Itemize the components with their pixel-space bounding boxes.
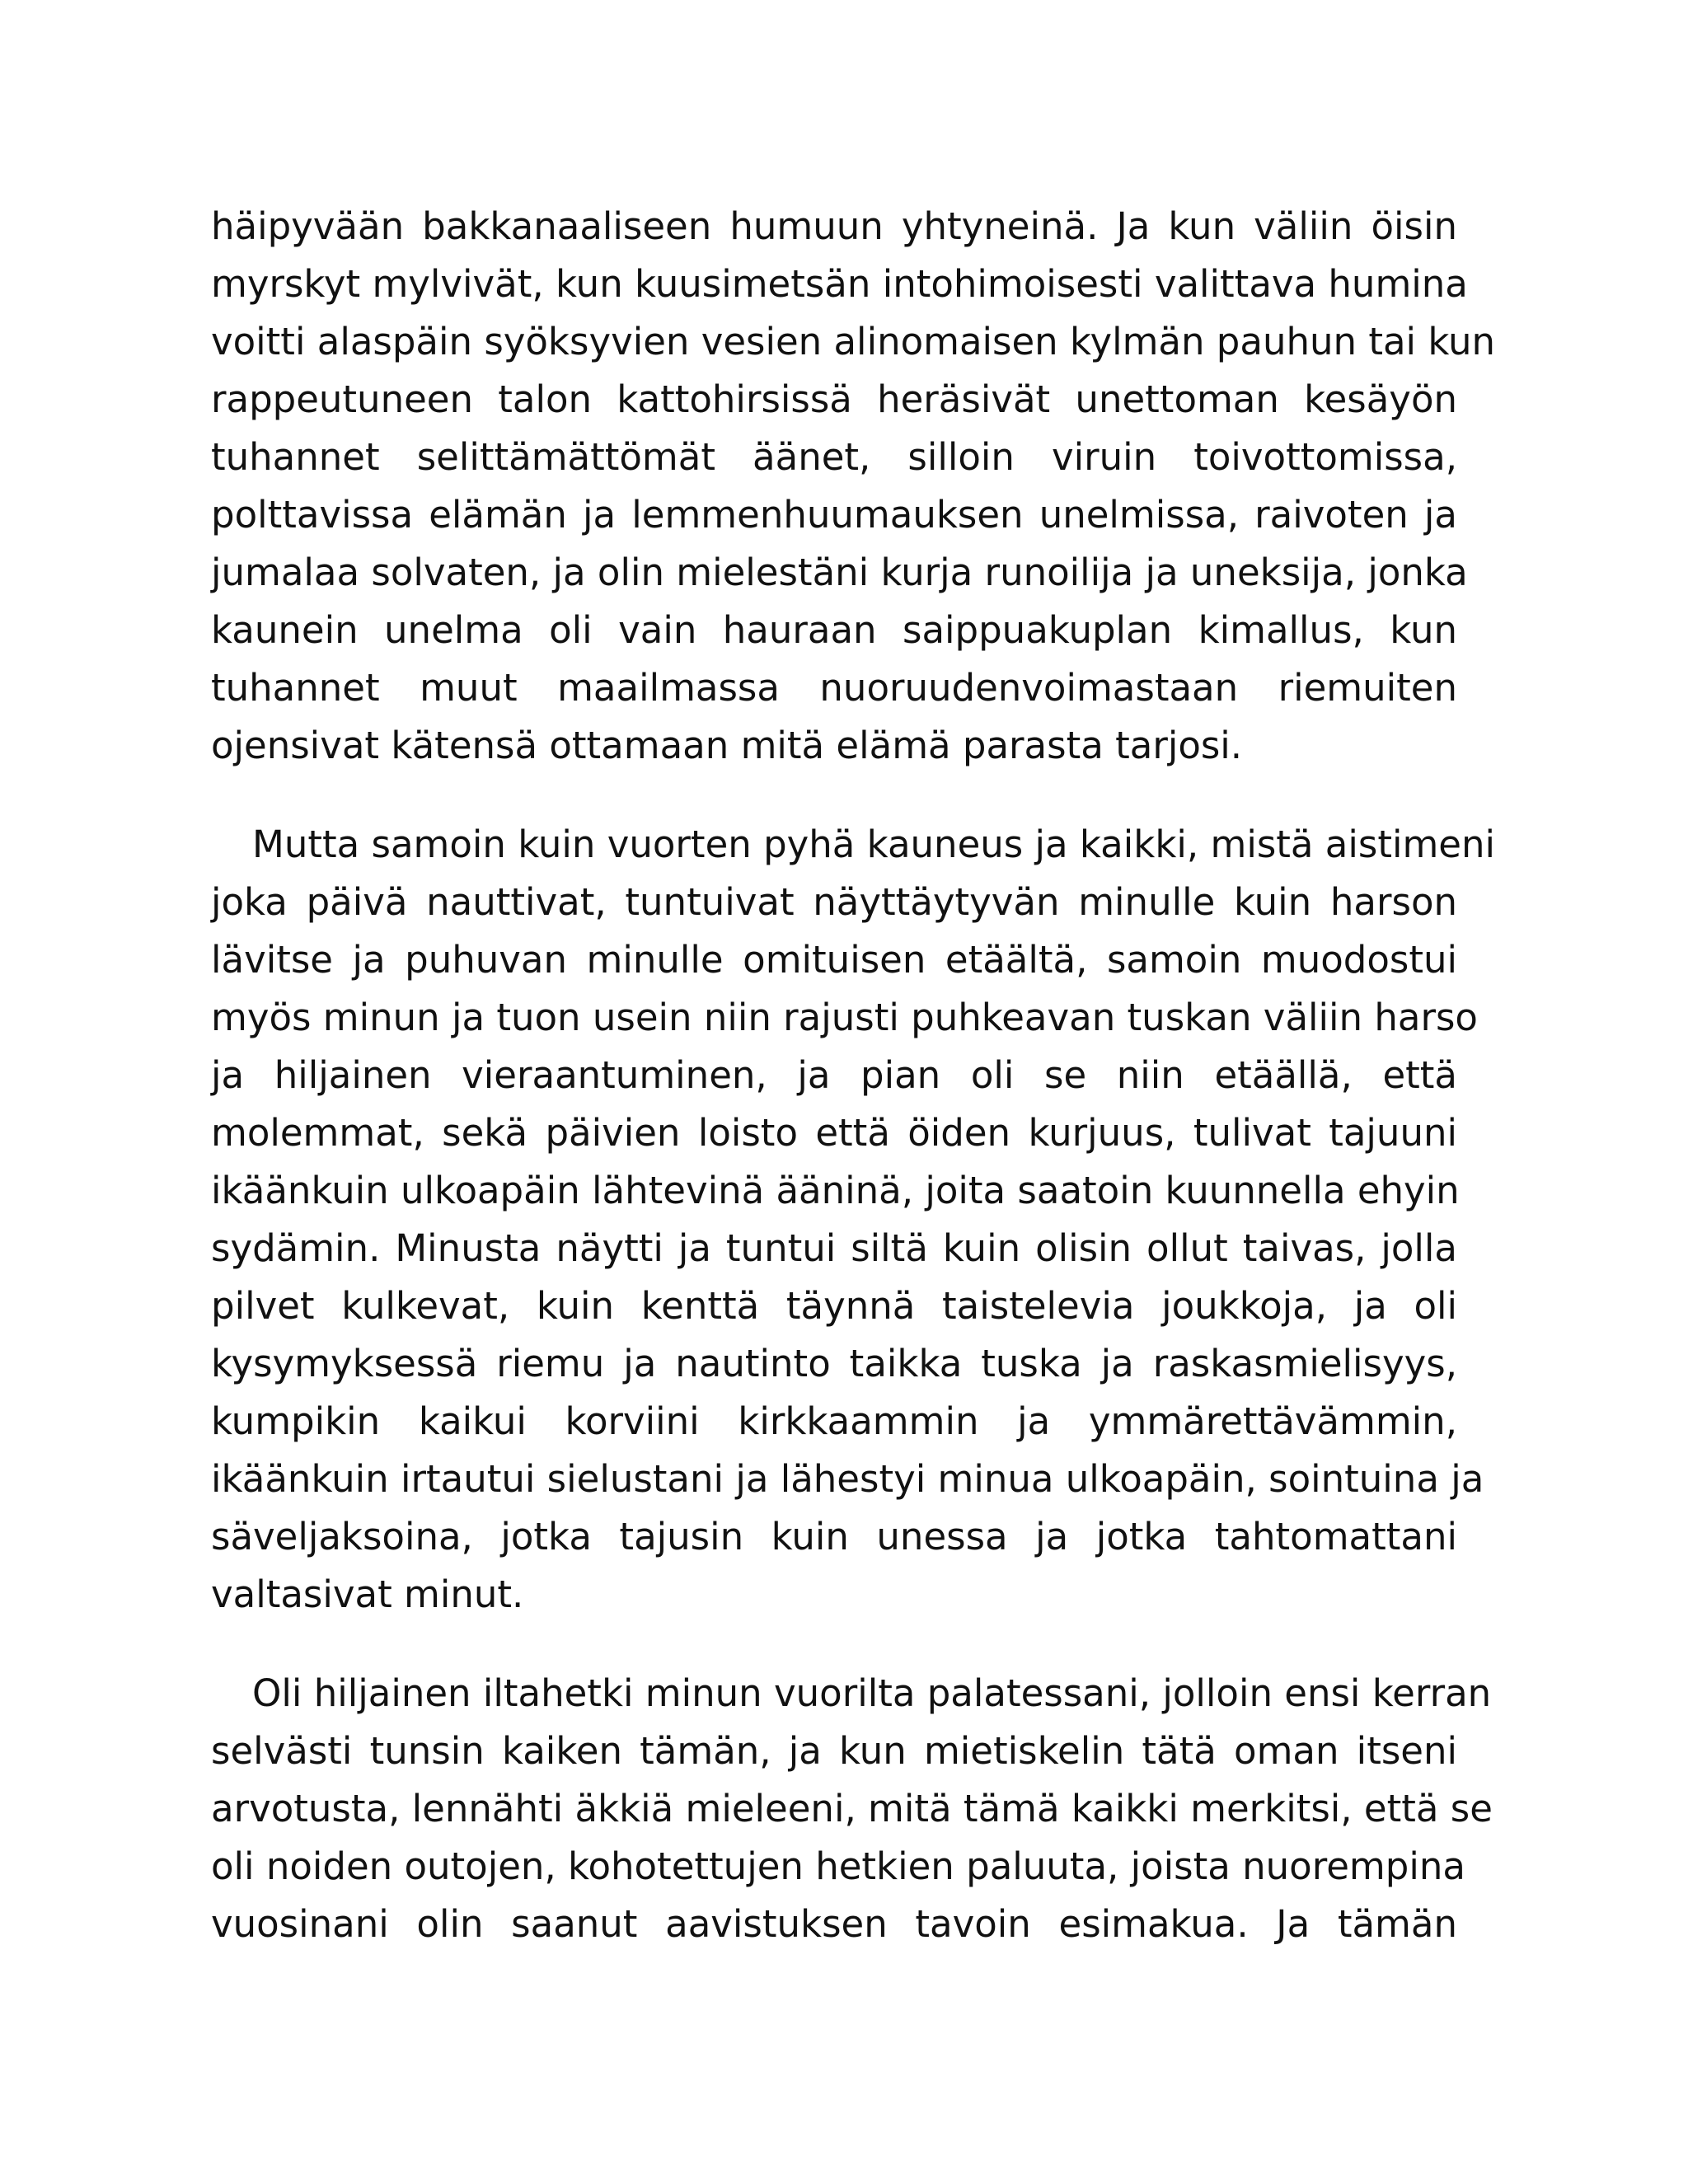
text-line: lävitse ja puhuvan minulle omituisen etäältä, samoin muodostui	[211, 938, 1457, 982]
text-line: oli noiden outojen, kohotettujen hetkien paluuta, joista nuorempina	[211, 1844, 1465, 1888]
paragraph-3	[211, 1665, 1493, 1953]
text-line: ikäänkuin irtautui sielustani ja lähestyi minua ulkoapäin, sointuina ja	[211, 1457, 1484, 1501]
text-line: selvästi tunsin kaiken tämän, ja kun mietiskelin tätä oman itseni	[211, 1729, 1457, 1773]
text-line: joka päivä nauttivat, tuntuivat näyttäytyvän minulle kuin harson	[211, 880, 1457, 924]
text-line: vuosinani olin saanut aavistuksen tavoin esimakua. Ja tämän	[211, 1902, 1457, 1946]
text-line: säveljaksoina, jotka tajusin kuin unessa ja jotka tahtomattani	[211, 1515, 1457, 1558]
text-line: häipyvään bakkanaaliseen humuun yhtyneinä. Ja kun väliin öisin	[211, 204, 1457, 248]
text-line: ja hiljainen vieraantuminen, ja pian oli se niin etäällä, että	[211, 1053, 1457, 1097]
text-line: kysymyksessä riemu ja nautinto taikka tuska ja raskasmielisyys,	[211, 1342, 1457, 1385]
text-line: kaunein unelma oli vain hauraan saippuakuplan kimallus, kun	[211, 608, 1457, 652]
text-line: arvotusta, lennähti äkkiä mieleeni, mitä tämä kaikki merkitsi, että se	[211, 1787, 1493, 1830]
text-line: jumalaa solvaten, ja olin mielestäni kurja runoilija ja uneksija, jonka	[211, 551, 1468, 594]
text-line: pilvet kulkevat, kuin kenttä täynnä taistelevia joukkoja, ja oli	[211, 1284, 1457, 1328]
text-line: voitti alaspäin syöksyvien vesien alinomaisen kylmän pauhun tai kun	[211, 320, 1496, 363]
text-line: myrskyt mylvivät, kun kuusimetsän intohimoisesti valittava humina	[211, 262, 1468, 306]
text-line: molemmat, sekä päivien loisto että öiden kurjuus, tulivat tajuuni	[211, 1111, 1457, 1155]
text-line: polttavissa elämän ja lemmenhuumauksen unelmissa, raivoten ja	[211, 493, 1457, 537]
text-line: myös minun ja tuon usein niin rajusti puhkeavan tuskan väliin harso	[211, 996, 1478, 1039]
text-line: ojensivat kätensä ottamaan mitä elämä parasta tarjosi.	[211, 724, 1243, 767]
text-line: Oli hiljainen iltahetki minun vuorilta palatessani, jolloin ensi kerran	[252, 1671, 1492, 1715]
paragraph-1	[211, 198, 1496, 775]
paragraph-2	[211, 816, 1496, 1624]
text-line: rappeutuneen talon kattohirsissä heräsivät unettoman kesäyön	[211, 377, 1457, 421]
text-line: valtasivat minut.	[211, 1572, 524, 1616]
text-line: sydämin. Minusta näytti ja tuntui siltä kuin olisin ollut taivas, jolla	[211, 1226, 1457, 1270]
text-line: tuhannet muut maailmassa nuoruudenvoimastaan riemuiten	[211, 666, 1457, 710]
text-line: kumpikin kaikui korviini kirkkaammin ja ymmärettävämmin,	[211, 1399, 1457, 1443]
text-line: tuhannet selittämättömät äänet, silloin viruin toivottomissa,	[211, 435, 1457, 479]
text-line: Mutta samoin kuin vuorten pyhä kauneus ja kaikki, mistä aistimeni	[252, 823, 1496, 866]
text-line: ikäänkuin ulkoapäin lähtevinä ääninä, joita saatoin kuunnella ehyin	[211, 1169, 1460, 1212]
